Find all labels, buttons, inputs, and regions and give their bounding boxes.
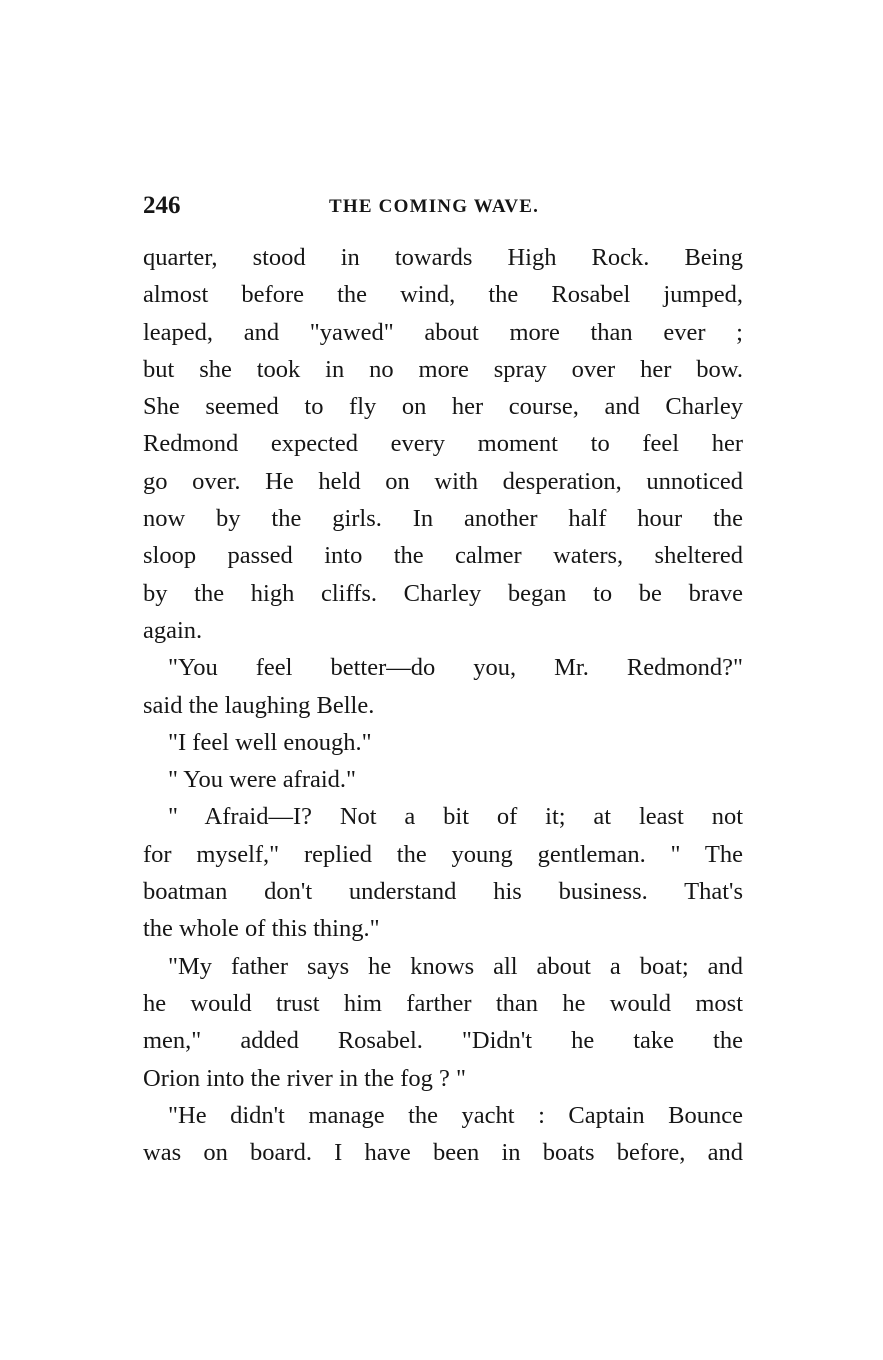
paragraph [143, 798, 743, 947]
text-line: said the laughing Belle. [143, 691, 375, 719]
text-line: now by the girls. In another half hour the [143, 505, 743, 533]
text-line: "He didn't manage the yacht : Captain Bounce [168, 1101, 743, 1129]
text-line: but she took in no more spray over her bow. [143, 355, 743, 383]
paragraph [143, 948, 743, 1097]
text-line: leaped, and "yawed" about more than ever ; [143, 318, 743, 346]
text-line: "You feel better—do you, Mr. Redmond?" [168, 654, 743, 682]
text-line: She seemed to fly on her course, and Charley [143, 393, 743, 421]
body-text [143, 239, 743, 1171]
text-line: go over. He held on with desperation, unnoticed [143, 467, 743, 495]
text-line: almost before the wind, the Rosabel jumped, [143, 281, 743, 309]
text-line: for myself," replied the young gentleman. " The [143, 840, 743, 868]
text-line: "My father says he knows all about a boat; and [168, 952, 743, 980]
text-line: " You were afraid." [168, 766, 357, 794]
text-line: was on board. I have been in boats before, and [143, 1139, 743, 1167]
running-head [143, 190, 743, 222]
text-line: again. [143, 616, 203, 644]
text-line: Orion into the river in the fog ? " [143, 1064, 466, 1092]
text-line: " Afraid—I? Not a bit of it; at least not [168, 803, 743, 831]
running-title: THE COMING WAVE. [329, 196, 540, 217]
text-line: Redmond expected every moment to feel her [143, 430, 743, 458]
page-number: 246 [143, 192, 181, 219]
paragraph [143, 724, 743, 761]
text-line: the whole of this thing." [143, 915, 380, 943]
text-line: he would trust him farther than he would most [143, 989, 743, 1017]
paragraph [143, 761, 743, 798]
paragraph [143, 1097, 743, 1172]
paragraph [143, 239, 743, 649]
text-line: boatman don't understand his business. That's [143, 878, 743, 906]
text-line: "I feel well enough." [168, 728, 372, 756]
text-line: quarter, stood in towards High Rock. Being [143, 244, 743, 271]
text-line: sloop passed into the calmer waters, sheltered [143, 542, 743, 570]
text-line: by the high cliffs. Charley began to be brave [143, 579, 743, 607]
text-line: men," added Rosabel. "Didn't he take the [143, 1027, 743, 1055]
paragraph [143, 649, 743, 724]
